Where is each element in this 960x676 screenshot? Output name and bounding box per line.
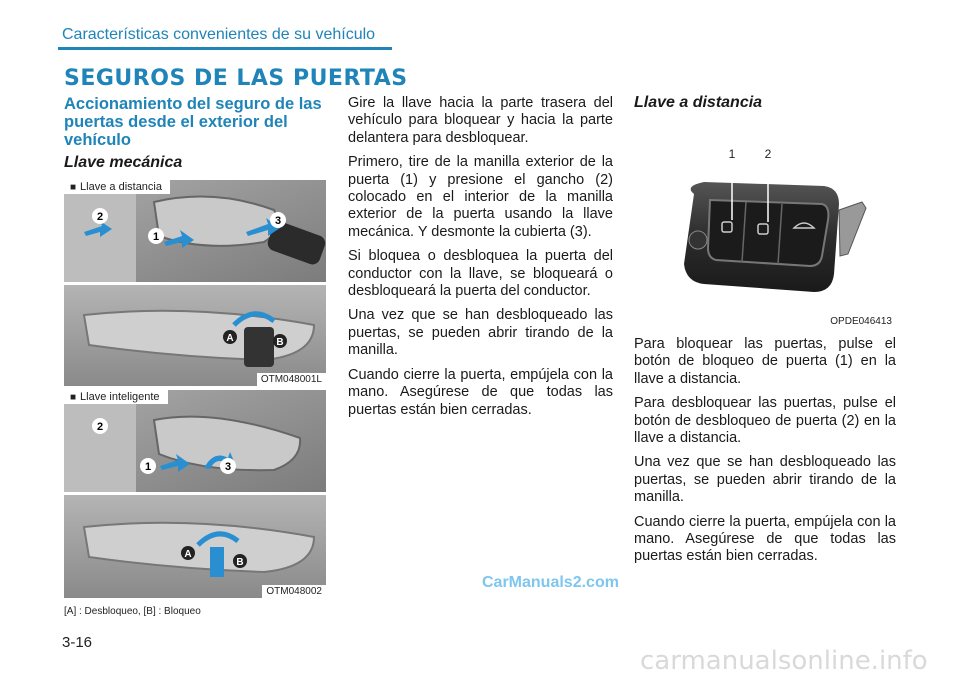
fob-callout-2: 2 [764,147,772,161]
callout-3-smart: 3 [224,461,232,473]
right-column [634,336,896,573]
callout-3: 3 [274,215,282,227]
header-rule [58,47,392,50]
paragraph: Para desbloquear las puertas, pulse el botón de desbloqueo de puerta (2) en la llave a distancia. [634,395,896,447]
tag-smart-key: ■ Llave inteligente [64,390,168,404]
paragraph: Para bloquear las puertas, pulse el botón de bloqueo de puerta (1) en la llave a distancia. [634,336,896,387]
page-number: 3-16 [62,634,93,651]
paragraph: Si bloquea o desbloquea la puerta del conductor con la llave, se bloqueará o desbloqueará la puerta del conductor. [348,248,613,300]
paragraph: Gire la llave hacia la parte trasera del vehículo para bloquear y hacia la parte delantera para desbloquear. [348,95,613,146]
callout-1-smart: 1 [144,461,152,473]
section-title: SEGUROS DE LAS PUERTAS [64,66,408,91]
figure-remote-fob [634,124,896,328]
callout-2: 2 [96,211,104,223]
fob-callout-1: 1 [728,147,736,161]
callout-b-smart: B [236,557,244,568]
paragraph: Primero, tire de la manilla exterior de la puerta (1) y presione el gancho (2) colocado en el interior de la manilla exterior de la puerta usando la llave mecánica. Y desmonte la cubierta (3). [348,154,613,240]
figure-smart-lock-ab [64,495,326,598]
tag-remote-key: ■ Llave a distancia [64,180,170,194]
callout-b: B [276,337,284,348]
paragraph: Cuando cierre la puerta, empújela con la mano. Asegúrese de que todas las puertas están bien cerradas. [634,513,896,565]
callout-a-smart: A [184,549,192,560]
paragraph: Cuando cierre la puerta, empújela con la mano. Asegúrese de que todas las puertas están bien cerradas. [348,366,613,418]
running-header: Características convenientes de su vehículo [62,26,376,43]
figure-code-2: OTM048002 [262,585,326,598]
figure-handle-cover-remote [64,180,326,282]
paragraph: Una vez que se han desbloqueado las puertas, se pueden abrir tirando de la manilla. [348,307,613,359]
figure-caption: [A] : Desbloqueo, [B] : Bloqueo [64,606,201,617]
footer-watermark: carmanualsonline.info [640,646,928,676]
middle-column [348,95,613,426]
callout-a: A [226,333,234,344]
remote-key-heading: Llave a distancia [634,94,763,111]
figure-handle-cover-smart [64,390,326,492]
figure-code-3: OPDE046413 [826,315,896,328]
mechanical-key-heading: Llave mecánica [64,154,183,171]
figure-key-lock-ab [64,285,326,386]
sub-title: Accionamiento del seguro de las puertas desde el exterior del vehículo [64,95,322,149]
paragraph: Una vez que se han desbloqueado las puertas, se pueden abrir tirando de la manilla. [634,454,896,506]
callout-1: 1 [152,231,160,243]
watermark-link[interactable]: CarManuals2.com [482,574,619,591]
callout-2-smart: 2 [96,421,104,433]
figure-code-1: OTM048001L [257,373,326,386]
